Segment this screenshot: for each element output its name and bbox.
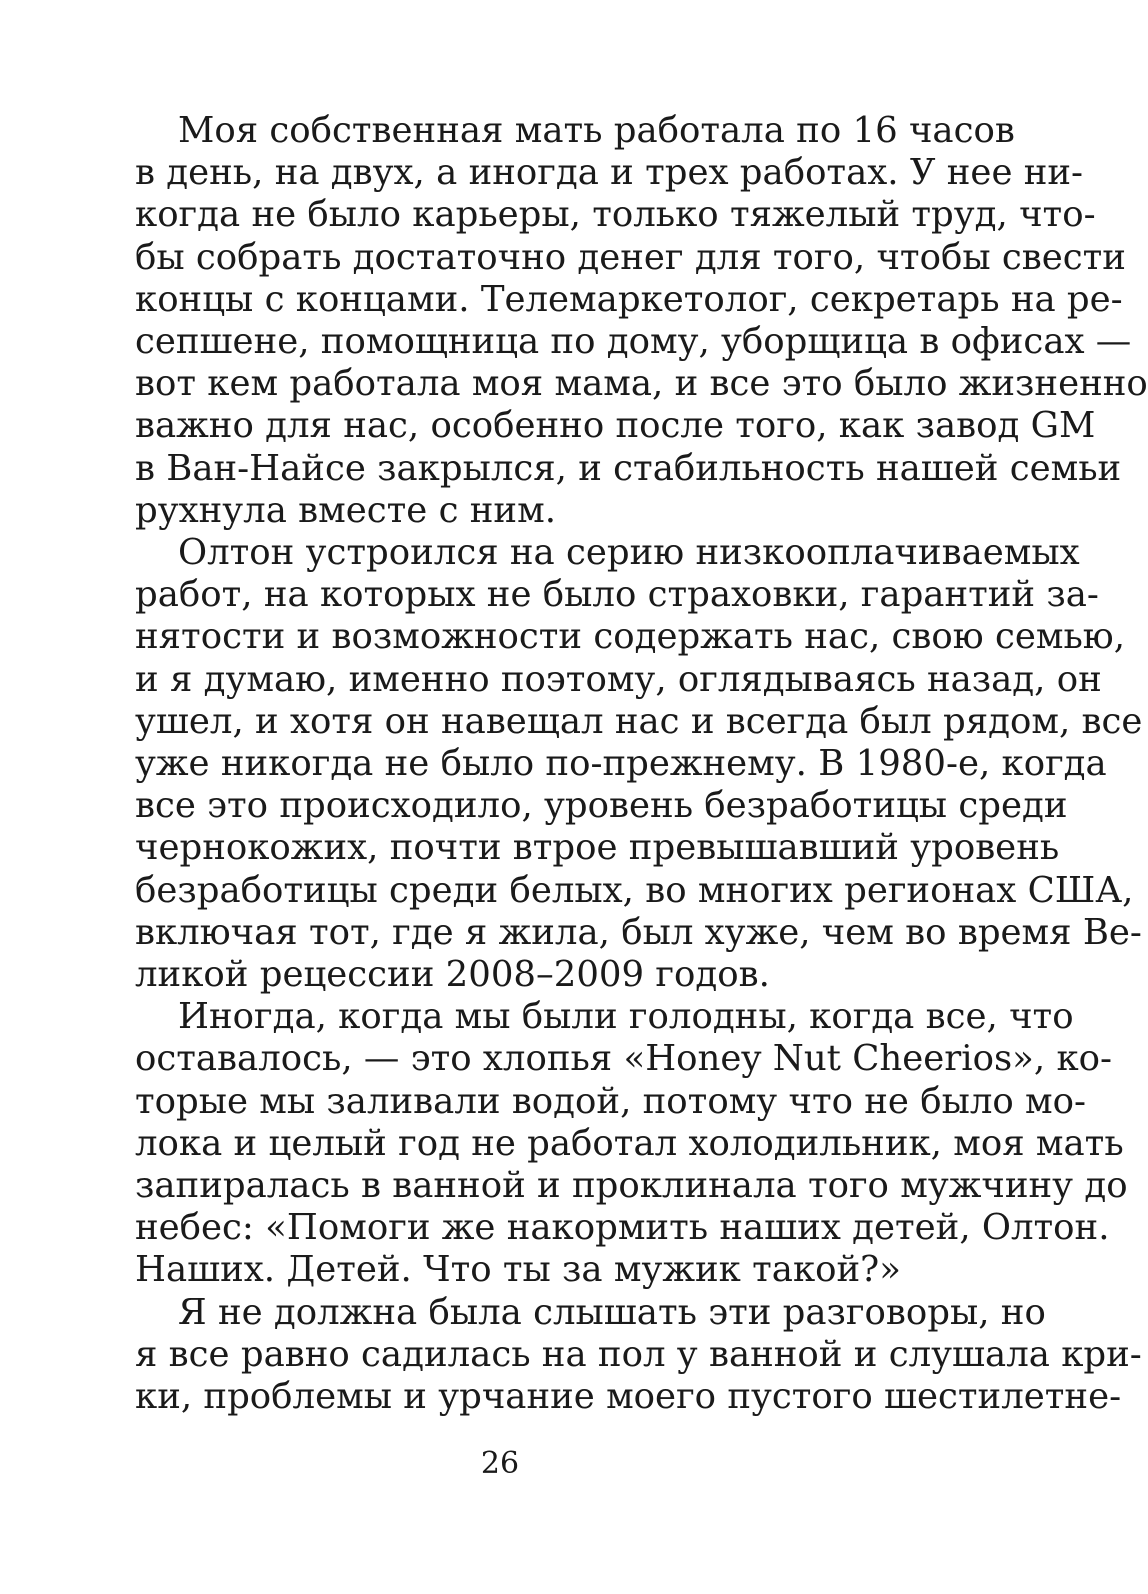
text-line: я все равно садилась на пол у ванной и слушала кри- xyxy=(135,1333,1142,1375)
paragraph-3 xyxy=(135,996,1128,1291)
text-line: торые мы заливали водой, потому что не было мо- xyxy=(135,1080,1087,1122)
text-line: и я думаю, именно поэтому, оглядываясь назад, он xyxy=(135,658,1102,700)
text-line: оставалось, — это хлопья «Honey Nut Cheerios», ко- xyxy=(135,1038,1113,1080)
text-line: лока и целый год не работал холодильник, моя мать xyxy=(135,1122,1124,1164)
text-line: небес: «Помоги же накормить наших детей, Олтон. xyxy=(135,1207,1110,1249)
text-line: ки, проблемы и урчание моего пустого шестилетне- xyxy=(135,1376,1122,1418)
text-line: безработицы среди белых, во многих регионах США, xyxy=(135,869,1134,911)
text-line: Наших. Детей. Что ты за мужик такой?» xyxy=(135,1249,901,1291)
paragraph-1 xyxy=(135,110,1148,532)
text-line: концы с концами. Телемаркетолог, секретарь на ре- xyxy=(135,278,1123,320)
text-line: вот кем работала моя мама, и все это было жизненно xyxy=(135,363,1148,405)
text-line: уже никогда не было по-прежнему. В 1980-е, когда xyxy=(135,743,1107,785)
text-line: нятости и возможности содержать нас, свою семью, xyxy=(135,616,1125,658)
text-line: когда не было карьеры, только тяжелый труд, что- xyxy=(135,194,1096,236)
text-line: бы собрать достаточно денег для того, чтобы свести xyxy=(135,236,1126,278)
text-line: работ, на которых не было страховки, гарантий за- xyxy=(135,574,1099,616)
text-line: сепшене, помощница по дому, уборщица в офисах — xyxy=(135,321,1132,363)
text-line: Олтон устроился на серию низкооплачиваемых xyxy=(178,532,1080,574)
paragraph-4 xyxy=(135,1291,1142,1419)
paragraph-2 xyxy=(135,532,1143,996)
text-line: важно для нас, особенно после того, как завод GM xyxy=(135,405,1096,447)
text-line: включая тот, где я жила, был хуже, чем во время Ве- xyxy=(135,911,1142,953)
book-page-text xyxy=(135,110,1148,1418)
text-line: ушел, и хотя он навещал нас и всегда был рядом, все xyxy=(135,700,1143,742)
text-line: все это происходило, уровень безработицы среди xyxy=(135,785,1068,827)
page-number: 26 xyxy=(480,1446,520,1481)
text-line: ликой рецессии 2008–2009 годов. xyxy=(135,954,770,996)
text-line: в Ван-Найсе закрылся, и стабильность нашей семьи xyxy=(135,447,1122,489)
text-line: рухнула вместе с ним. xyxy=(135,489,556,531)
text-line: Иногда, когда мы были голодны, когда все, что xyxy=(178,996,1074,1038)
text-line: запиралась в ванной и проклинала того мужчину до xyxy=(135,1165,1128,1207)
text-line: Я не должна была слышать эти разговоры, но xyxy=(178,1291,1046,1333)
text-line: в день, на двух, а иногда и трех работах. У нее ни- xyxy=(135,152,1084,194)
text-line: Моя собственная мать работала по 16 часов xyxy=(178,110,1015,151)
text-line: чернокожих, почти втрое превышавший уровень xyxy=(135,827,1060,869)
